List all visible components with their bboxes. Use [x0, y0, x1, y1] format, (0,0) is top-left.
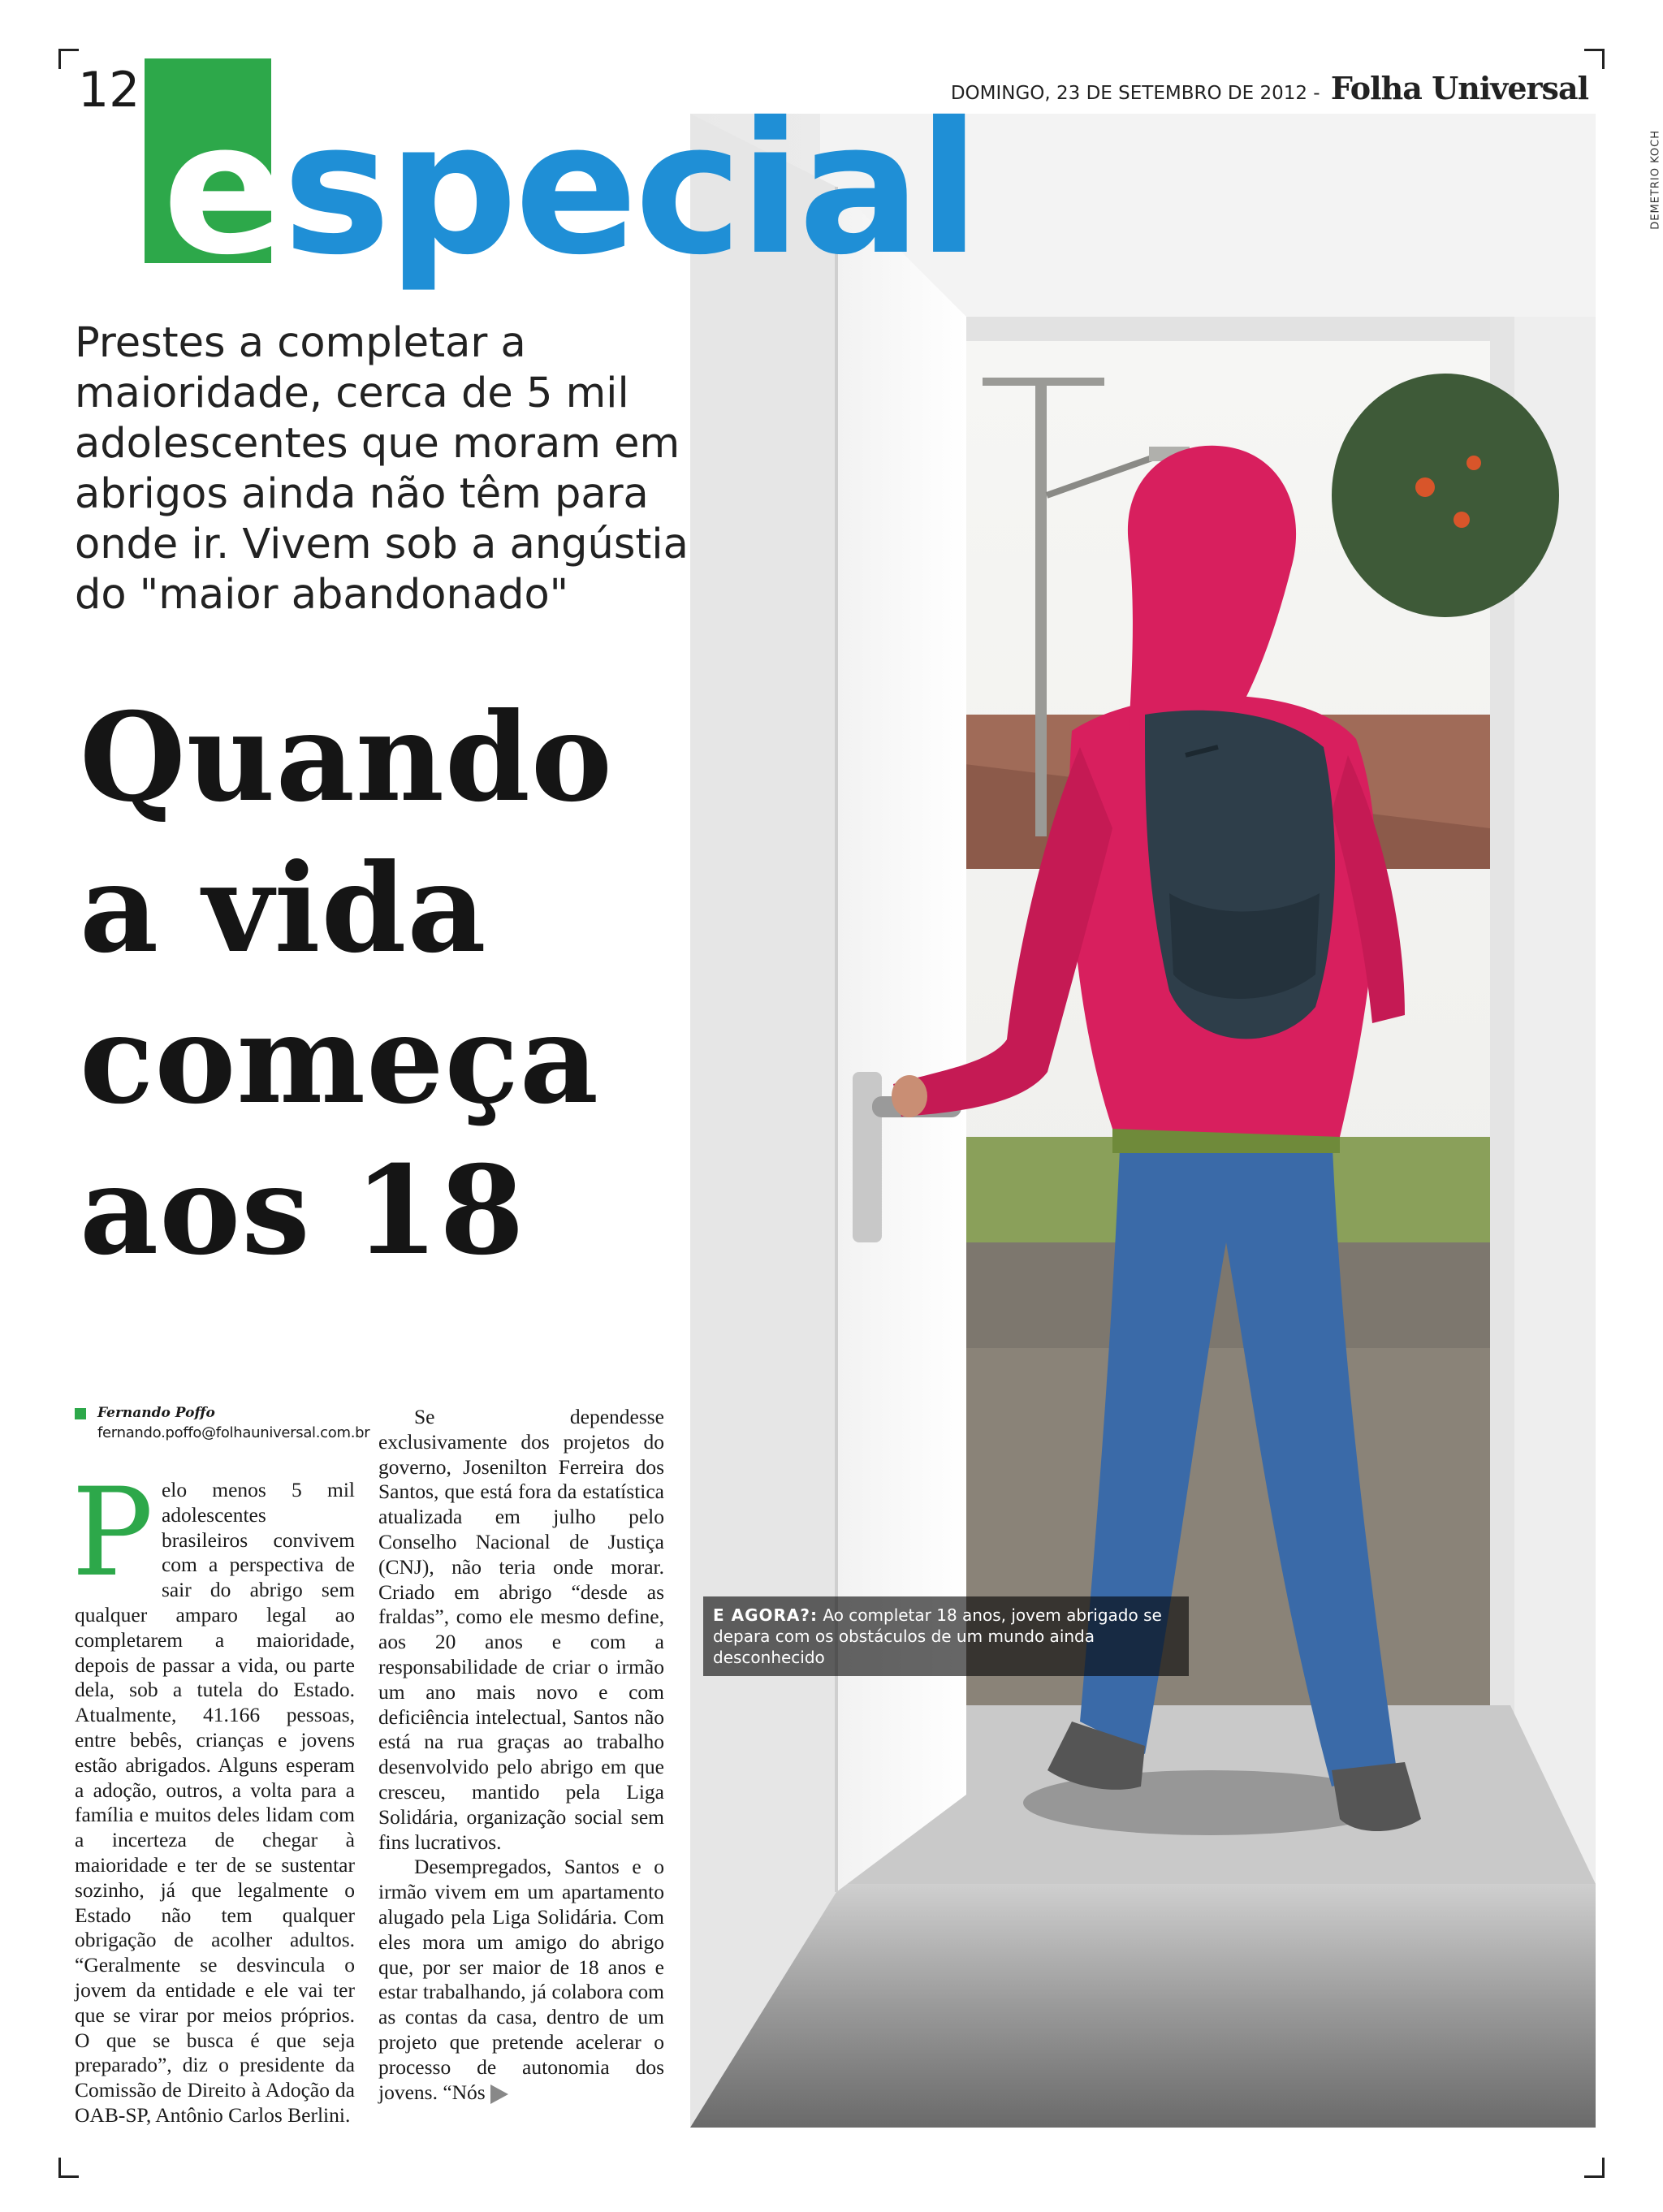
caption-text: Ao completar 18 anos, jovem abrigado se depara com os obstáculos de um mundo ainda desconhecido — [713, 1605, 1162, 1667]
section-title-rest: special — [282, 83, 978, 295]
article-column-2 — [378, 1405, 664, 2105]
column-2-paragraph-2: Desempregados, Santos e o irmão vivem em um apartamento alugado pela Liga Solidária. Com eles mora um amigo do abrigo que, por ser maior de 18 anos e estar trabalhando, já colabora com as contas da casa, dentro de um projeto que pretende acelerar o processo de autonomia dos jovens. “Nós — [378, 1855, 664, 2104]
article-column-1 — [71, 1462, 355, 2128]
crop-mark-top-left — [58, 49, 79, 69]
publication-logo: Folha Universal — [1330, 70, 1588, 106]
headline-line-3: começa — [80, 988, 600, 1131]
headline-line-4: aos 18 — [80, 1139, 525, 1282]
headline-line-2: a vida — [80, 837, 487, 980]
dateline-date: DOMINGO, 23 DE SETEMBRO DE 2012 - — [950, 83, 1320, 104]
crop-mark-bottom-left — [58, 2158, 79, 2178]
byline-square-icon — [75, 1408, 86, 1419]
column-2-paragraph-1: Se dependesse exclusivamente dos projetos do governo, Josenilton Ferreira dos Santos, que está fora da estatística atualizada em julho pelo Conselho Nacional de Justiça (CNJ), não teria onde morar. Criado em abrigo “desde as fraldas”, como ele mesmo define, aos 20 anos e com a responsabilidade de criar o irmão um ano mais novo e com deficiência intelectual, Santos não está na rua graças ao trabalho desenvolvido pelo abrigo em que cresceu, mantido pela Liga Solidária, organização social sem fins lucrativos. — [378, 1405, 664, 1854]
page-number: 12 — [78, 62, 140, 119]
byline-email: fernando.poffo@folhauniversal.com.br — [97, 1424, 370, 1441]
photo-credit-text: DEMETRIO KOCH — [1650, 130, 1662, 230]
byline-author: Fernando Poffo — [97, 1405, 215, 1421]
photo-credit — [1601, 130, 1662, 230]
section-title-first-letter: e — [162, 83, 283, 295]
continue-arrow-icon — [490, 2085, 508, 2104]
crop-mark-top-right — [1584, 49, 1605, 69]
section-title — [162, 83, 978, 295]
dateline — [951, 70, 1588, 106]
photo-teen-leaving-door — [690, 114, 1596, 2128]
crop-mark-bottom-right — [1584, 2158, 1605, 2178]
drop-cap: P — [71, 1462, 153, 1604]
article-headline — [80, 682, 697, 1286]
column-1-text: elo menos 5 mil adolescentes brasileiros convivem com a perspectiva de sair do abrigo sem qualquer amparo legal ao completarem a maioridade, depois de passar a vida, ou parte dela, sob a tutela do Estado. Atualmente, 41.166 pessoas, entre bebês, crianças e jovens estão abrigados. Alguns esperam a adoção, outros, a volta para a família e muitos deles lidam com a incerteza de chegar à maioridade e ter de se sustentar sozinho, já que legalmente o Estado não tem qualquer obrigação de acolher adultos. “Geralmente se desvincula o jovem da entidade e ele vai ter que se virar por meios próprios. O que se busca é que seja preparado”, diz o presidente da Comissão de Direito à Adoção da OAB-SP, Antônio Carlos Berlini. — [75, 1478, 355, 2127]
caption-label: E AGORA?: — [713, 1605, 818, 1625]
article-subhead: Prestes a completar a maioridade, cerca de 5 mil adolescentes que moram em abrigos ainda não têm para onde ir. Vivem sob a angústia do "maior abandonado" — [75, 319, 689, 619]
photo-caption — [703, 1596, 1189, 1676]
headline-line-1: Quando — [80, 686, 613, 829]
